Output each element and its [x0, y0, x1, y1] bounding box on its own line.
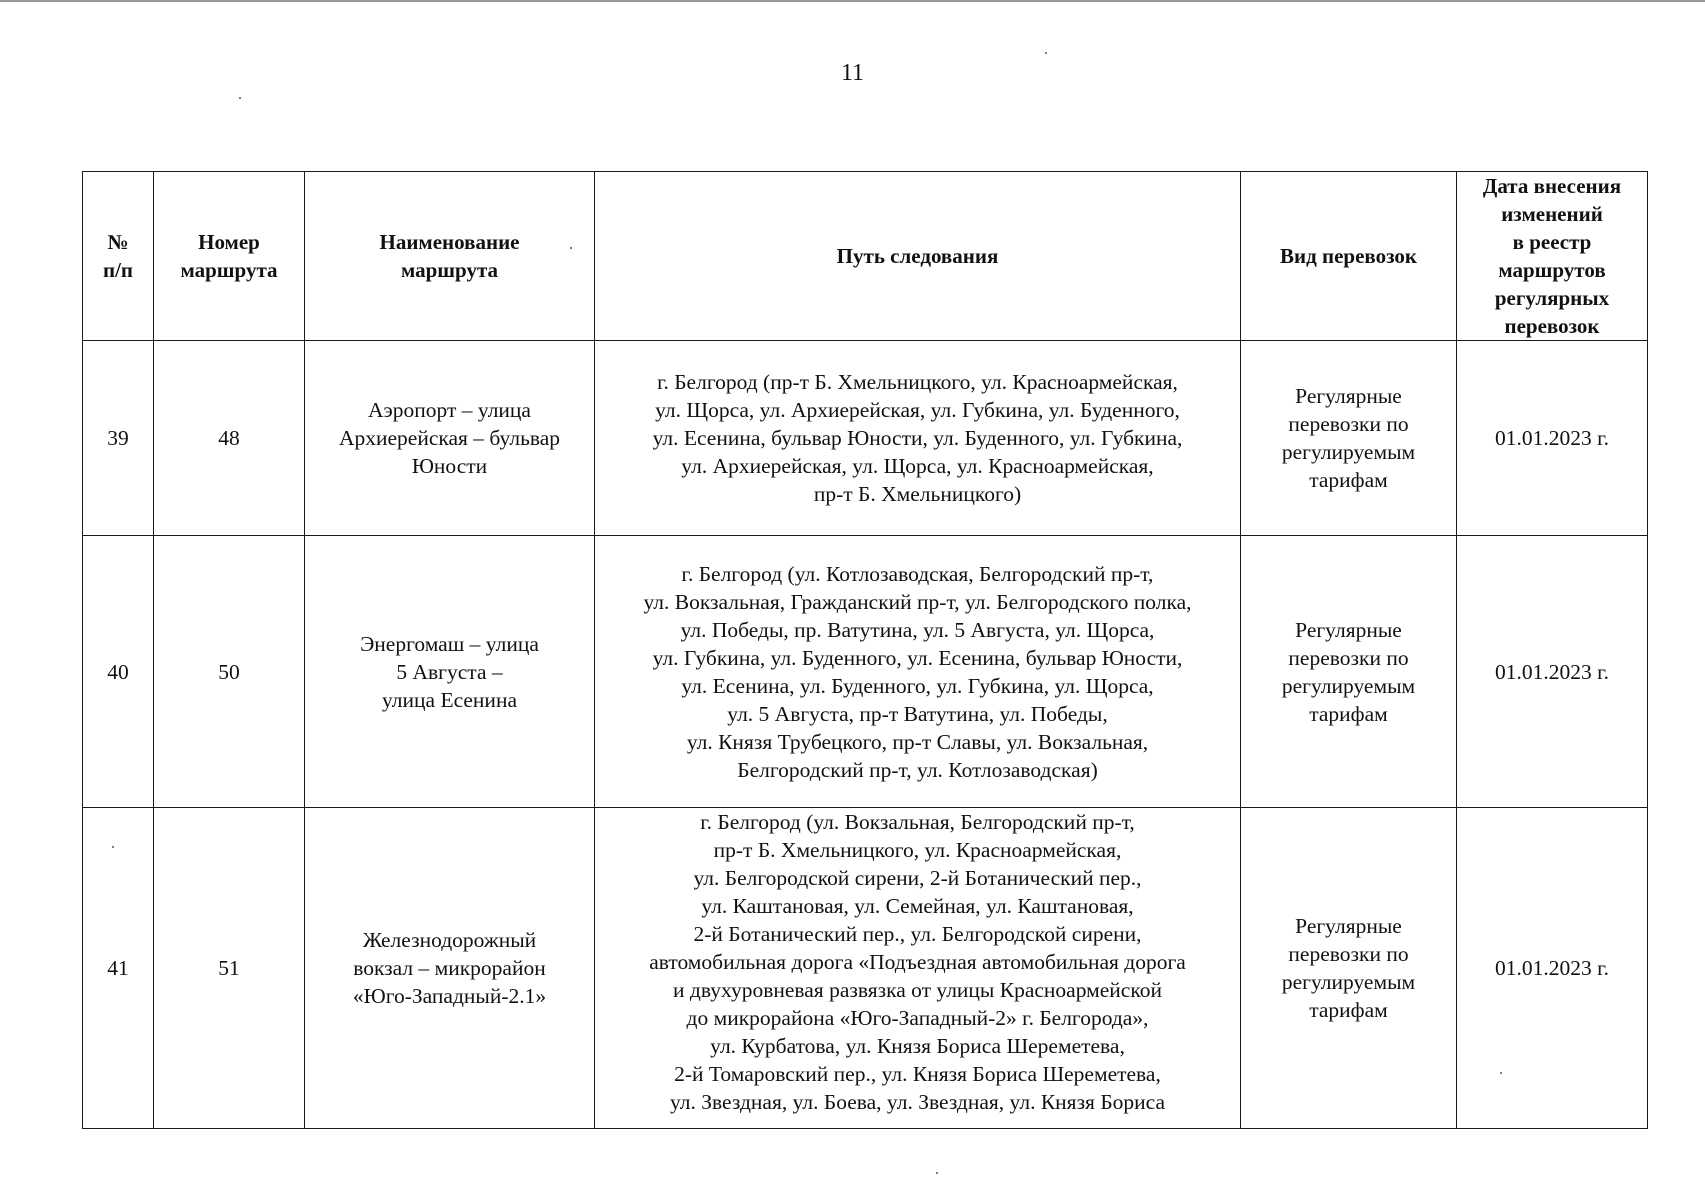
scan-speck [570, 247, 572, 249]
cell-transport-type: Регулярные перевозки по регулируемым тарифам [1241, 808, 1457, 1129]
cell-date: 01.01.2023 г. [1457, 808, 1648, 1129]
cell-route-number: 48 [154, 341, 305, 536]
cell-num: 39 [83, 341, 154, 536]
header-path: Путь следования [595, 172, 1241, 341]
cell-path: г. Белгород (ул. Вокзальная, Белгородский пр-т, пр-т Б. Хмельницкого, ул. Красноармейская, ул. Белгородской сирени, 2-й Ботанический пер., ул. Каштановая, ул. Семейная, ул. Каштановая, 2-й Ботанический пер., ул. Белгородской сирени, автомобильная дорога «Подъездная автомобильная дорога и двухуровневая развязка от улицы Красноармейской до микрорайона «Юго-Западный-2» г. Белгорода», ул. Курбатова, ул. Князя Бориса Шереметева, 2-й Томаровский пер., ул. Князя Бориса Шереметева, ул. Звездная, ул. Боева, ул. Звездная, ул. Князя Бориса [595, 808, 1241, 1129]
route-registry-table [82, 171, 1648, 1129]
cell-num: 41 [83, 808, 154, 1129]
cell-route-number: 51 [154, 808, 305, 1129]
cell-date: 01.01.2023 г. [1457, 536, 1648, 808]
header-route-name: Наименование маршрута [305, 172, 595, 341]
scan-speck [936, 1172, 938, 1174]
cell-transport-type: Регулярные перевозки по регулируемым тарифам [1241, 536, 1457, 808]
cell-num: 40 [83, 536, 154, 808]
cell-route-name: Аэропорт – улица Архиерейская – бульвар Юности [305, 341, 595, 536]
scan-speck [1500, 1072, 1502, 1074]
header-num: № п/п [83, 172, 154, 341]
page-number: 11 [840, 60, 865, 86]
cell-date: 01.01.2023 г. [1457, 341, 1648, 536]
cell-path: г. Белгород (пр-т Б. Хмельницкого, ул. Красноармейская, ул. Щорса, ул. Архиерейская, ул. Губкина, ул. Буденного, ул. Есенина, бульвар Юности, ул. Буденного, ул. Губкина, ул. Архиерейская, ул. Щорса, ул. Красноармейская, пр-т Б. Хмельницкого) [595, 341, 1241, 536]
scan-speck [239, 97, 241, 99]
scan-top-edge [0, 0, 1705, 2]
table-row [83, 341, 1648, 536]
header-route-number: Номер маршрута [154, 172, 305, 341]
cell-route-name: Энергомаш – улица 5 Августа – улица Есенина [305, 536, 595, 808]
table-row [83, 808, 1648, 1129]
table-header-row [83, 172, 1648, 341]
cell-path: г. Белгород (ул. Котлозаводская, Белгородский пр-т, ул. Вокзальная, Гражданский пр-т, ул. Белгородского полка, ул. Победы, пр. Ватутина, ул. 5 Августа, ул. Щорса, ул. Губкина, ул. Буденного, ул. Есенина, бульвар Юности, ул. Есенина, ул. Буденного, ул. Губкина, ул. Щорса, ул. 5 Августа, пр-т Ватутина, ул. Победы, ул. Князя Трубецкого, пр-т Славы, ул. Вокзальная, Белгородский пр-т, ул. Котлозаводская) [595, 536, 1241, 808]
cell-route-name: Железнодорожный вокзал – микрорайон «Юго-Западный-2.1» [305, 808, 595, 1129]
cell-route-number: 50 [154, 536, 305, 808]
table-row [83, 536, 1648, 808]
scan-speck [112, 846, 114, 848]
scan-speck [1045, 52, 1047, 54]
cell-transport-type: Регулярные перевозки по регулируемым тарифам [1241, 341, 1457, 536]
header-transport-type: Вид перевозок [1241, 172, 1457, 341]
header-date: Дата внесения изменений в реестр маршрутов регулярных перевозок [1457, 172, 1648, 341]
